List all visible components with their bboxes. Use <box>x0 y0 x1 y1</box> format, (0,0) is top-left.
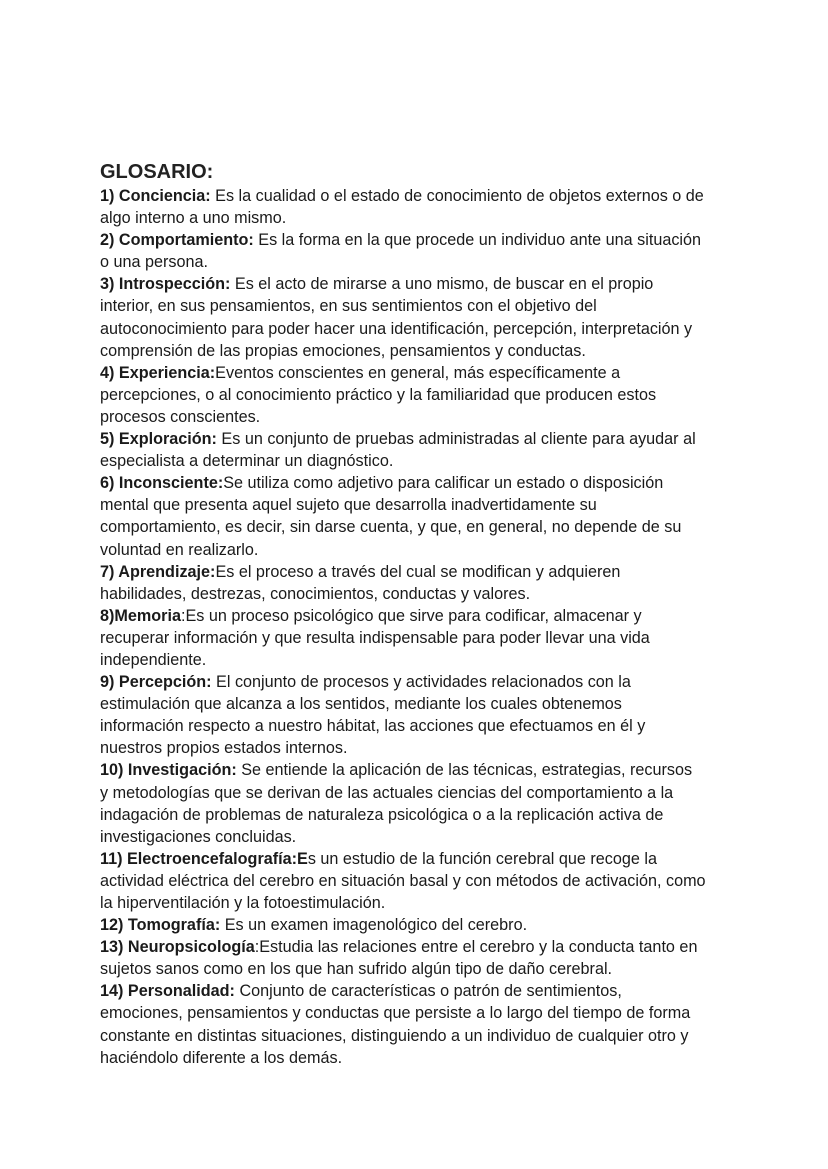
entry-term: 5) Exploración: <box>100 430 217 449</box>
glossary-entry <box>100 229 740 273</box>
entry-definition: El conjunto de procesos y actividades relacionados con la estimulación que alcanza a los sentidos, mediante los cuales obtenemos información respecto a nuestro hábitat, las acciones que efectuamos en él y nuestros propios estados internos. <box>100 673 646 758</box>
entry-definition: s un estudio de la función cerebral que recoge la actividad eléctrica del cerebro en situación basal y con métodos de activación, como la hiperventilación y la fotoestimulación. <box>100 849 706 912</box>
glossary-entry <box>100 185 740 229</box>
glossary-entry <box>100 936 740 980</box>
entry-definition: Es el proceso a través del cual se modifican y adquieren habilidades, destrezas, conocimientos, conductas y valores. <box>100 562 621 603</box>
entry-definition: Es la forma en la que procede un individuo ante una situación o una persona. <box>100 231 702 272</box>
entry-term: 2) Comportamiento: <box>100 231 254 250</box>
entry-definition: Se utiliza como adjetivo para calificar un estado o disposición mental que presenta aquel sujeto que desarrolla inadvertidamente su comportamiento, es decir, sin darse cuenta, y que, en general, no depende de su voluntad en realizarlo. <box>100 474 682 559</box>
glossary-entry <box>100 428 740 472</box>
entry-term: 1) Conciencia: <box>100 187 211 205</box>
glossary-entry <box>100 848 740 914</box>
glossary-page <box>100 160 740 1069</box>
entry-term: 6) Inconsciente: <box>100 474 224 493</box>
glossary-entry <box>100 362 740 428</box>
glossary-title: GLOSARIO: <box>100 161 214 183</box>
glossary-entry <box>100 561 740 605</box>
entry-term: 4) Experiencia: <box>100 363 216 382</box>
entry-term: 12) Tomografía: <box>100 916 221 935</box>
glossary-entry <box>100 273 740 361</box>
glossary-entry <box>100 472 740 560</box>
entry-definition: :Estudia las relaciones entre el cerebro y la conducta tanto en sujetos sanos como en los que han sufrido algún tipo de daño cerebral. <box>100 938 698 979</box>
entry-definition: Conjunto de características o patrón de sentimientos, emociones, pensamientos y conductas que persiste a lo largo del tiempo de forma constante en distintas situaciones, distinguiendo a un individuo de cualquier otro y haciéndolo diferente a los demás. <box>100 982 691 1067</box>
glossary-entry <box>100 980 740 1068</box>
entry-term: 14) Personalidad: <box>100 982 235 1001</box>
entry-definition: :Es un proceso psicológico que sirve para codificar, almacenar y recuperar información y que resulta indispensable para poder llevar una vida independiente. <box>100 606 650 669</box>
glossary-entry <box>100 605 740 671</box>
entry-definition: Eventos conscientes en general, más específicamente a percepciones, o al conocimiento práctico y la familiaridad que producen estos procesos conscientes. <box>100 363 657 426</box>
entry-definition: Es la cualidad o el estado de conocimiento de objetos externos o de algo interno a uno mismo. <box>100 187 704 228</box>
entry-term: 10) Investigación: <box>100 761 237 780</box>
entry-definition: Es un examen imagenológico del cerebro. <box>220 916 528 935</box>
entry-term: 13) Neuropsicología <box>100 938 255 957</box>
entry-term: 7) Aprendizaje: <box>100 562 216 581</box>
entry-definition: Se entiende la aplicación de las técnicas, estrategias, recursos y metodologías que se derivan de las actuales ciencias del comportamiento a la indagación de problemas de naturaleza psicológica o a la replicación activa de investigaciones concluidas. <box>100 761 693 846</box>
glossary-entry <box>100 759 740 847</box>
entry-term: 3) Introspección: <box>100 275 231 294</box>
entry-term: 9) Percepción: <box>100 673 212 692</box>
entry-term: 11) Electroencefalografía:E <box>100 849 308 868</box>
entry-definition: Es el acto de mirarse a uno mismo, de buscar en el propio interior, en sus pensamientos, en sus sentimientos con el objetivo del autoconocimiento para poder hacer una identificación, percepción, interpretación y comprensión de las propias emociones, pensamientos y conductas. <box>100 275 693 360</box>
entry-definition: Es un conjunto de pruebas administradas al cliente para ayudar al especialista a determinar un diagnóstico. <box>100 430 696 471</box>
glossary-entry <box>100 671 740 759</box>
glossary-entry <box>100 914 740 936</box>
entry-term: 8)Memoria <box>100 606 181 625</box>
